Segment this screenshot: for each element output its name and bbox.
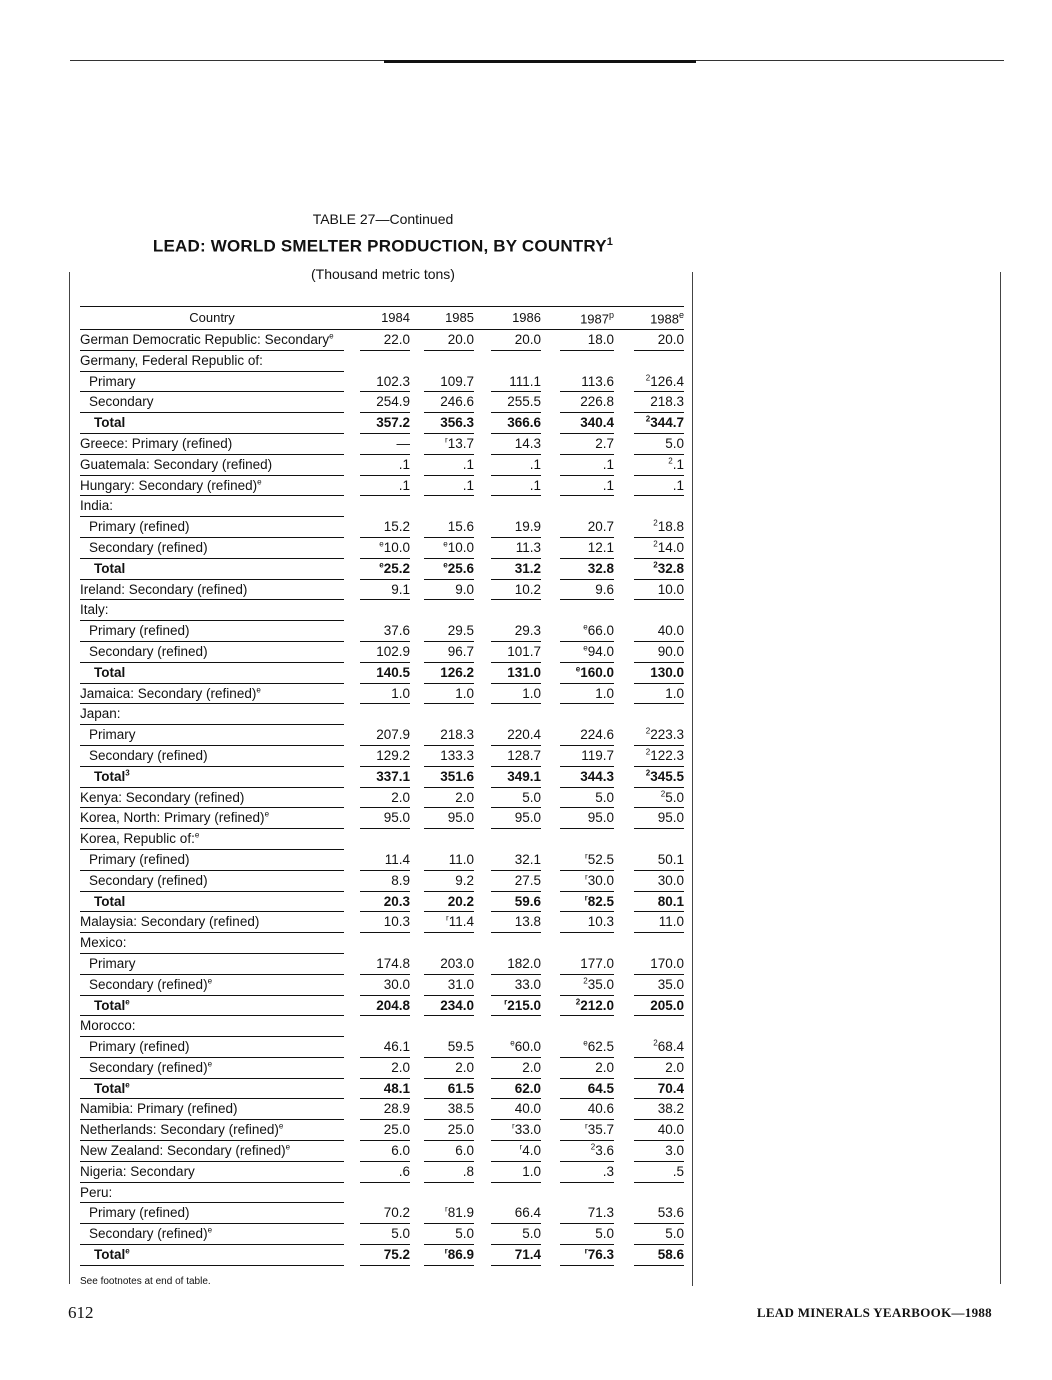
right-margin-line bbox=[1000, 272, 1001, 1284]
cell-1988: $^2$5.0 bbox=[660, 789, 684, 805]
country-row bbox=[0, 933, 700, 954]
row-label: Primary (refined) bbox=[89, 851, 190, 867]
cell-1985: 31.0 bbox=[447, 976, 474, 992]
country-row bbox=[0, 351, 700, 372]
cell-1987: $^e$62.5 bbox=[583, 1038, 614, 1055]
cell-1985: 351.6 bbox=[440, 768, 474, 784]
cell-1988: 218.3 bbox=[650, 394, 684, 410]
row-label: Total bbox=[94, 560, 126, 576]
cell-1988: 35.0 bbox=[657, 976, 684, 992]
cell-1988: 20.0 bbox=[657, 332, 684, 347]
cell-1984: 2.0 bbox=[391, 1059, 410, 1075]
column-header-country: Country bbox=[189, 310, 235, 325]
cell-1984: .6 bbox=[398, 1163, 410, 1179]
cell-1986: 14.3 bbox=[514, 435, 541, 451]
cell-1987: 18.0 bbox=[587, 332, 614, 347]
cell-1984: 207.9 bbox=[376, 727, 410, 743]
cell-1986: 13.8 bbox=[514, 914, 541, 930]
cell-1986: $^e$60.0 bbox=[510, 1038, 541, 1055]
subcategory-row bbox=[0, 1058, 700, 1079]
country-row bbox=[0, 912, 700, 933]
country-row bbox=[0, 1099, 700, 1120]
header-top-rule bbox=[80, 306, 684, 307]
subcategory-row bbox=[0, 642, 700, 663]
cell-1988: $^2$223.3 bbox=[645, 726, 684, 743]
table-label: TABLE 27—Continued bbox=[312, 211, 454, 227]
row-label: Total$^e$ bbox=[94, 997, 130, 1013]
row-label: Total bbox=[94, 415, 126, 431]
cell-1984: 25.0 bbox=[383, 1122, 410, 1138]
row-label: Korea, Republic of:$^e$ bbox=[80, 830, 200, 847]
cell-underline bbox=[634, 1265, 684, 1266]
row-label: Primary bbox=[89, 955, 136, 971]
cell-1985: 2.0 bbox=[455, 789, 474, 805]
cell-1985: 9.2 bbox=[455, 872, 474, 888]
cell-1984: .1 bbox=[398, 456, 410, 472]
cell-1986: 62.0 bbox=[514, 1080, 541, 1096]
cell-1988: 53.6 bbox=[657, 1205, 684, 1221]
row-label: Netherlands: Secondary (refined)$^e$ bbox=[80, 1121, 284, 1138]
cell-1988: 130.0 bbox=[650, 664, 684, 680]
cell-1986: 66.4 bbox=[514, 1205, 541, 1221]
cell-1985: 234.0 bbox=[440, 997, 474, 1013]
cell-1985: 61.5 bbox=[447, 1080, 474, 1096]
cell-1988: 5.0 bbox=[665, 1226, 684, 1242]
cell-1984: 70.2 bbox=[383, 1205, 410, 1221]
cell-1985: 203.0 bbox=[440, 955, 474, 971]
label-underline bbox=[80, 1265, 344, 1266]
cell-1987: 32.8 bbox=[587, 560, 614, 576]
cell-1987: $^2$3.6 bbox=[590, 1142, 614, 1159]
cell-1984: 1.0 bbox=[391, 685, 410, 701]
row-label: Total bbox=[94, 893, 126, 909]
cell-1985: 95.0 bbox=[447, 810, 474, 826]
cell-1988: $^2$122.3 bbox=[645, 747, 684, 763]
cell-1984: 337.1 bbox=[376, 768, 410, 784]
cell-1985: 59.5 bbox=[447, 1039, 474, 1055]
cell-1987: 5.0 bbox=[595, 1226, 614, 1242]
cell-1987: .1 bbox=[602, 456, 614, 472]
cell-1987: 40.6 bbox=[587, 1101, 614, 1117]
cell-1988: $^2$32.8 bbox=[653, 560, 684, 576]
subcategory-row bbox=[0, 850, 700, 871]
cell-1988: $^2$14.0 bbox=[653, 539, 684, 555]
cell-1984: 15.2 bbox=[383, 519, 410, 535]
row-label: Peru: bbox=[80, 1184, 113, 1200]
row-label: Namibia: Primary (refined) bbox=[80, 1101, 238, 1117]
cell-underline bbox=[424, 1265, 474, 1266]
cell-1986: 31.2 bbox=[514, 560, 541, 576]
cell-1987: $^e$160.0 bbox=[575, 664, 614, 680]
cell-1986: 182.0 bbox=[507, 955, 541, 971]
cell-1984: 10.3 bbox=[383, 914, 410, 930]
total-row bbox=[0, 663, 700, 684]
cell-1984: 5.0 bbox=[391, 1226, 410, 1242]
row-label: Guatemala: Secondary (refined) bbox=[80, 456, 273, 472]
country-row bbox=[0, 808, 700, 829]
cell-1986: $^r$215.0 bbox=[504, 997, 541, 1013]
cell-1986: 40.0 bbox=[514, 1101, 541, 1117]
row-label: Greece: Primary (refined) bbox=[80, 435, 233, 451]
row-label: Secondary (refined)$^e$ bbox=[89, 1059, 213, 1075]
subcategory-row bbox=[0, 725, 700, 746]
title-footnote-marker: 1 bbox=[606, 236, 614, 248]
row-label: Secondary (refined) bbox=[89, 643, 208, 659]
cell-1986: 59.6 bbox=[514, 893, 541, 909]
cell-1987: $^r$52.5 bbox=[585, 851, 614, 867]
cell-1986: .1 bbox=[529, 456, 541, 472]
cell-1984: $^e$10.0 bbox=[379, 539, 410, 555]
row-label: Primary (refined) bbox=[89, 519, 190, 535]
country-row bbox=[0, 600, 700, 621]
cell-1987: $^r$82.5 bbox=[584, 893, 614, 909]
country-row bbox=[0, 684, 700, 705]
cell-1986: .1 bbox=[529, 477, 541, 493]
cell-1985: $^r$11.4 bbox=[446, 913, 474, 930]
cell-1985: .1 bbox=[462, 477, 474, 493]
cell-1985: .1 bbox=[462, 456, 474, 472]
cell-1984: 254.9 bbox=[376, 394, 410, 410]
row-label: Germany, Federal Republic of: bbox=[80, 352, 263, 368]
country-row bbox=[0, 476, 700, 497]
cell-1985: 133.3 bbox=[440, 747, 474, 763]
cell-1988: 40.0 bbox=[657, 623, 684, 639]
cell-1986: 95.0 bbox=[514, 810, 541, 826]
cell-1984: 6.0 bbox=[391, 1143, 410, 1159]
cell-1988: 10.0 bbox=[657, 581, 684, 597]
cell-1986: 349.1 bbox=[507, 768, 541, 784]
cell-1985: $^r$81.9 bbox=[445, 1204, 474, 1221]
cell-1988: 2.0 bbox=[665, 1059, 684, 1075]
cell-1985: 6.0 bbox=[455, 1143, 474, 1159]
cell-1988: 5.0 bbox=[665, 435, 684, 451]
cell-1986: 20.0 bbox=[514, 332, 541, 347]
total-row bbox=[0, 413, 700, 434]
cell-1987: .1 bbox=[602, 477, 614, 493]
cell-1986: 255.5 bbox=[507, 394, 541, 410]
country-row bbox=[0, 455, 700, 476]
cell-1986: 11.3 bbox=[515, 539, 541, 555]
row-label: Secondary bbox=[89, 394, 154, 410]
cell-1985: .8 bbox=[462, 1163, 474, 1179]
cell-1984: 102.3 bbox=[376, 373, 410, 389]
row-label: Primary (refined) bbox=[89, 1205, 190, 1221]
cell-1984: 174.8 bbox=[376, 955, 410, 971]
cell-1984: 140.5 bbox=[376, 664, 410, 680]
subcategory-row bbox=[0, 538, 700, 559]
row-label: Primary bbox=[89, 727, 136, 743]
cell-1984: 20.3 bbox=[383, 893, 410, 909]
cell-1986: 29.3 bbox=[514, 623, 541, 639]
row-label: Secondary (refined) bbox=[89, 539, 208, 555]
cell-1988: 90.0 bbox=[657, 643, 684, 659]
cell-1984: 357.2 bbox=[376, 415, 410, 431]
subcategory-row bbox=[0, 1037, 700, 1058]
cell-1986: 111.1 bbox=[509, 373, 541, 389]
cell-1986: 5.0 bbox=[522, 1226, 541, 1242]
country-row bbox=[0, 1141, 700, 1162]
row-label: Italy: bbox=[80, 602, 109, 618]
cell-1985: $^e$10.0 bbox=[443, 539, 474, 555]
cell-1985: 20.0 bbox=[447, 332, 474, 347]
cell-1987: $^r$30.0 bbox=[585, 872, 614, 888]
row-label: Total$^e$ bbox=[94, 1080, 130, 1096]
cell-1987: 344.3 bbox=[580, 768, 614, 784]
cell-1984: — bbox=[396, 435, 410, 451]
row-label: Ireland: Secondary (refined) bbox=[80, 581, 248, 597]
cell-1987: $^r$76.3 bbox=[584, 1246, 614, 1263]
cell-1986: $^r$4.0 bbox=[519, 1142, 541, 1159]
cell-1986: 366.6 bbox=[507, 415, 541, 431]
cell-1984: 2.0 bbox=[391, 789, 410, 805]
cell-underline bbox=[491, 1265, 541, 1266]
row-label: Primary (refined) bbox=[89, 1039, 190, 1055]
cell-1987: .3 bbox=[602, 1163, 614, 1179]
total-row bbox=[0, 996, 700, 1017]
cell-1984: 37.6 bbox=[383, 623, 410, 639]
total-row bbox=[0, 559, 700, 580]
row-label: Jamaica: Secondary (refined)$^e$ bbox=[80, 685, 261, 701]
cell-1987: 113.6 bbox=[581, 373, 614, 389]
cell-1985: 20.2 bbox=[447, 893, 474, 909]
column-header-1986: 1986 bbox=[512, 310, 541, 325]
cell-1987: $^e$94.0 bbox=[583, 643, 614, 659]
cell-1984: 75.2 bbox=[383, 1247, 410, 1263]
cell-1984: .1 bbox=[398, 477, 410, 493]
cell-1984: 102.9 bbox=[376, 643, 410, 659]
subcategory-row bbox=[0, 621, 700, 642]
country-row bbox=[0, 580, 700, 601]
column-header-1988: 1988e bbox=[650, 310, 684, 327]
cell-1986: 5.0 bbox=[522, 789, 541, 805]
row-label: Primary (refined) bbox=[89, 623, 190, 639]
cell-1985: 11.0 bbox=[448, 851, 474, 867]
row-label: Total$^e$ bbox=[94, 1246, 130, 1263]
subcategory-row bbox=[0, 954, 700, 975]
cell-1985: 109.7 bbox=[440, 373, 474, 389]
cell-1985: 356.3 bbox=[440, 415, 474, 431]
cell-1984: 46.1 bbox=[383, 1039, 410, 1055]
subcategory-row bbox=[0, 1203, 700, 1224]
country-row bbox=[0, 1016, 700, 1037]
cell-1987: 12.1 bbox=[587, 539, 614, 555]
total-row bbox=[0, 1079, 700, 1100]
cell-1988: 30.0 bbox=[657, 872, 684, 888]
country-row bbox=[0, 788, 700, 809]
subcategory-row bbox=[0, 1224, 700, 1245]
cell-1985: 9.0 bbox=[455, 581, 474, 597]
row-label: German Democratic Republic: Secondary$^e$ bbox=[80, 331, 334, 347]
cell-1988: .1 bbox=[672, 477, 684, 493]
country-row bbox=[0, 1120, 700, 1141]
cell-1988: $^2$68.4 bbox=[653, 1038, 684, 1055]
cell-1986: 10.2 bbox=[514, 581, 541, 597]
page-number: 612 bbox=[68, 1303, 94, 1322]
cell-1987: $^r$35.7 bbox=[585, 1121, 614, 1138]
cell-1986: 71.4 bbox=[514, 1247, 541, 1263]
cell-1987: 1.0 bbox=[595, 685, 614, 701]
cell-1985: 1.0 bbox=[455, 685, 474, 701]
cell-1987: 9.6 bbox=[595, 581, 614, 597]
country-row bbox=[0, 1183, 700, 1204]
cell-1986: 19.9 bbox=[514, 519, 541, 535]
row-label: Mexico: bbox=[80, 935, 127, 951]
cell-1987: $^2$212.0 bbox=[575, 997, 614, 1013]
cell-1985: $^r$86.9 bbox=[444, 1246, 474, 1263]
cell-1988: $^2$126.4 bbox=[645, 373, 684, 389]
row-label: Nigeria: Secondary bbox=[80, 1163, 195, 1179]
cell-1988: 40.0 bbox=[657, 1122, 684, 1138]
subcategory-row bbox=[0, 517, 700, 538]
country-row bbox=[0, 1162, 700, 1183]
row-label: Secondary (refined) bbox=[89, 872, 208, 888]
cell-1985: 25.0 bbox=[447, 1122, 474, 1138]
running-head: LEAD MINERALS YEARBOOK—1988 bbox=[756, 1305, 992, 1320]
cell-1986: 128.7 bbox=[507, 747, 541, 763]
row-label: Japan: bbox=[80, 706, 121, 722]
table-title: LEAD: WORLD SMELTER PRODUCTION, BY COUNTRY$^1$ bbox=[152, 236, 614, 256]
row-label: Secondary (refined) bbox=[89, 747, 208, 763]
total-row bbox=[0, 767, 700, 788]
row-label: Total bbox=[94, 664, 126, 680]
row-label: Secondary (refined)$^e$ bbox=[89, 976, 213, 992]
total-row bbox=[0, 1245, 700, 1266]
cell-1988: 205.0 bbox=[650, 997, 684, 1013]
cell-1987: $^e$66.0 bbox=[583, 622, 614, 639]
country-row bbox=[0, 434, 700, 455]
cell-1985: 126.2 bbox=[440, 664, 474, 680]
cell-1985: 246.6 bbox=[440, 394, 474, 410]
cell-1986: 1.0 bbox=[522, 1163, 541, 1179]
cell-1987: 71.3 bbox=[587, 1205, 614, 1221]
cell-1984: 204.8 bbox=[376, 997, 410, 1013]
row-label: Korea, North: Primary (refined)$^e$ bbox=[80, 809, 270, 826]
cell-1988: 38.2 bbox=[657, 1101, 684, 1117]
country-row bbox=[0, 496, 700, 517]
cell-1988: 11.0 bbox=[658, 914, 684, 930]
cell-1988: $^2$18.8 bbox=[653, 518, 684, 535]
cell-1985: 5.0 bbox=[455, 1226, 474, 1242]
country-row bbox=[0, 330, 700, 351]
cell-1987: 5.0 bbox=[595, 789, 614, 805]
cell-1984: $^e$25.2 bbox=[379, 560, 410, 576]
cell-1985: $^e$25.6 bbox=[443, 560, 474, 576]
cell-1987: 95.0 bbox=[587, 810, 614, 826]
cell-1986: $^r$33.0 bbox=[512, 1121, 541, 1138]
subcategory-row bbox=[0, 372, 700, 393]
row-label: Morocco: bbox=[80, 1018, 136, 1034]
cell-1987: 2.0 bbox=[595, 1059, 614, 1075]
cell-1986: 2.0 bbox=[522, 1059, 541, 1075]
cell-1988: 95.0 bbox=[657, 810, 684, 826]
cell-1985: 2.0 bbox=[455, 1059, 474, 1075]
cell-1987: 119.7 bbox=[581, 747, 614, 763]
cell-1988: 58.6 bbox=[657, 1247, 684, 1263]
cell-1988: .5 bbox=[672, 1163, 684, 1179]
country-row bbox=[0, 829, 700, 850]
cell-1988: 170.0 bbox=[650, 955, 684, 971]
cell-1985: $^r$13.7 bbox=[445, 435, 474, 451]
subcategory-row bbox=[0, 746, 700, 767]
subcategory-row bbox=[0, 392, 700, 413]
column-header-1985: 1985 bbox=[445, 310, 474, 325]
cell-1986: 32.1 bbox=[514, 851, 541, 867]
cell-1986: 27.5 bbox=[514, 872, 541, 888]
cell-1988: $^2$.1 bbox=[668, 456, 684, 472]
subcategory-row bbox=[0, 871, 700, 892]
cell-1985: 96.7 bbox=[447, 643, 474, 659]
cell-1984: 8.9 bbox=[391, 872, 410, 888]
cell-1984: 11.4 bbox=[384, 851, 410, 867]
column-header-1987: 1987$^p$ bbox=[580, 310, 614, 327]
cell-1985: 218.3 bbox=[440, 727, 474, 743]
cell-1988: 70.4 bbox=[657, 1080, 684, 1096]
row-label: New Zealand: Secondary (refined)$^e$ bbox=[80, 1142, 291, 1159]
table-body bbox=[0, 330, 700, 1266]
cell-1987: 20.7 bbox=[587, 519, 614, 535]
cell-1986: 220.4 bbox=[507, 727, 541, 743]
cell-1987: 340.4 bbox=[580, 415, 614, 431]
row-label: Hungary: Secondary (refined)$^e$ bbox=[80, 477, 262, 493]
subcategory-row bbox=[0, 975, 700, 996]
cell-1985: 29.5 bbox=[447, 623, 474, 639]
cell-1987: 177.0 bbox=[580, 955, 614, 971]
row-label: Secondary (refined)$^e$ bbox=[89, 1225, 213, 1242]
cell-1987: 2.7 bbox=[595, 435, 614, 451]
cell-1985: 15.6 bbox=[447, 519, 474, 535]
cell-1986: 131.0 bbox=[507, 664, 541, 680]
cell-1986: 101.7 bbox=[507, 643, 541, 659]
cell-1988: 50.1 bbox=[657, 851, 684, 867]
cell-underline bbox=[360, 1265, 410, 1266]
cell-1984: 9.1 bbox=[391, 581, 410, 597]
cell-1984: 95.0 bbox=[383, 810, 410, 826]
cell-1986: 33.0 bbox=[514, 976, 541, 992]
column-header-1984: 1984 bbox=[381, 310, 410, 325]
cell-1987: 10.3 bbox=[587, 914, 614, 930]
cell-1984: 48.1 bbox=[383, 1080, 410, 1096]
row-label: India: bbox=[80, 498, 114, 514]
cell-1985: 38.5 bbox=[447, 1101, 474, 1117]
cell-underline bbox=[560, 1265, 614, 1266]
cell-1984: 22.0 bbox=[383, 332, 410, 347]
cell-1988: 80.1 bbox=[657, 893, 684, 909]
total-row bbox=[0, 892, 700, 913]
cell-1987: $^2$35.0 bbox=[583, 976, 614, 992]
row-label: Total$^3$ bbox=[94, 768, 130, 784]
footnote-note: See footnotes at end of table. bbox=[80, 1276, 211, 1287]
top-rule-accent bbox=[384, 60, 696, 63]
cell-1988: $^2$344.7 bbox=[645, 414, 684, 431]
country-row bbox=[0, 704, 700, 725]
cell-1987: 226.8 bbox=[580, 394, 614, 410]
cell-1987: 224.6 bbox=[580, 727, 614, 743]
cell-1984: 30.0 bbox=[383, 976, 410, 992]
cell-1987: 64.5 bbox=[587, 1080, 614, 1096]
row-label: Malaysia: Secondary (refined) bbox=[80, 914, 260, 930]
row-label: Primary bbox=[89, 373, 136, 389]
cell-1984: 129.2 bbox=[376, 747, 410, 763]
cell-1988: $^2$345.5 bbox=[645, 768, 684, 784]
cell-1984: 28.9 bbox=[383, 1101, 410, 1117]
cell-1986: 1.0 bbox=[522, 685, 541, 701]
cell-1988: 3.0 bbox=[665, 1143, 684, 1159]
cell-1988: 1.0 bbox=[665, 685, 684, 701]
table-units: (Thousand metric tons) bbox=[311, 266, 455, 282]
row-label: Kenya: Secondary (refined) bbox=[80, 789, 245, 805]
